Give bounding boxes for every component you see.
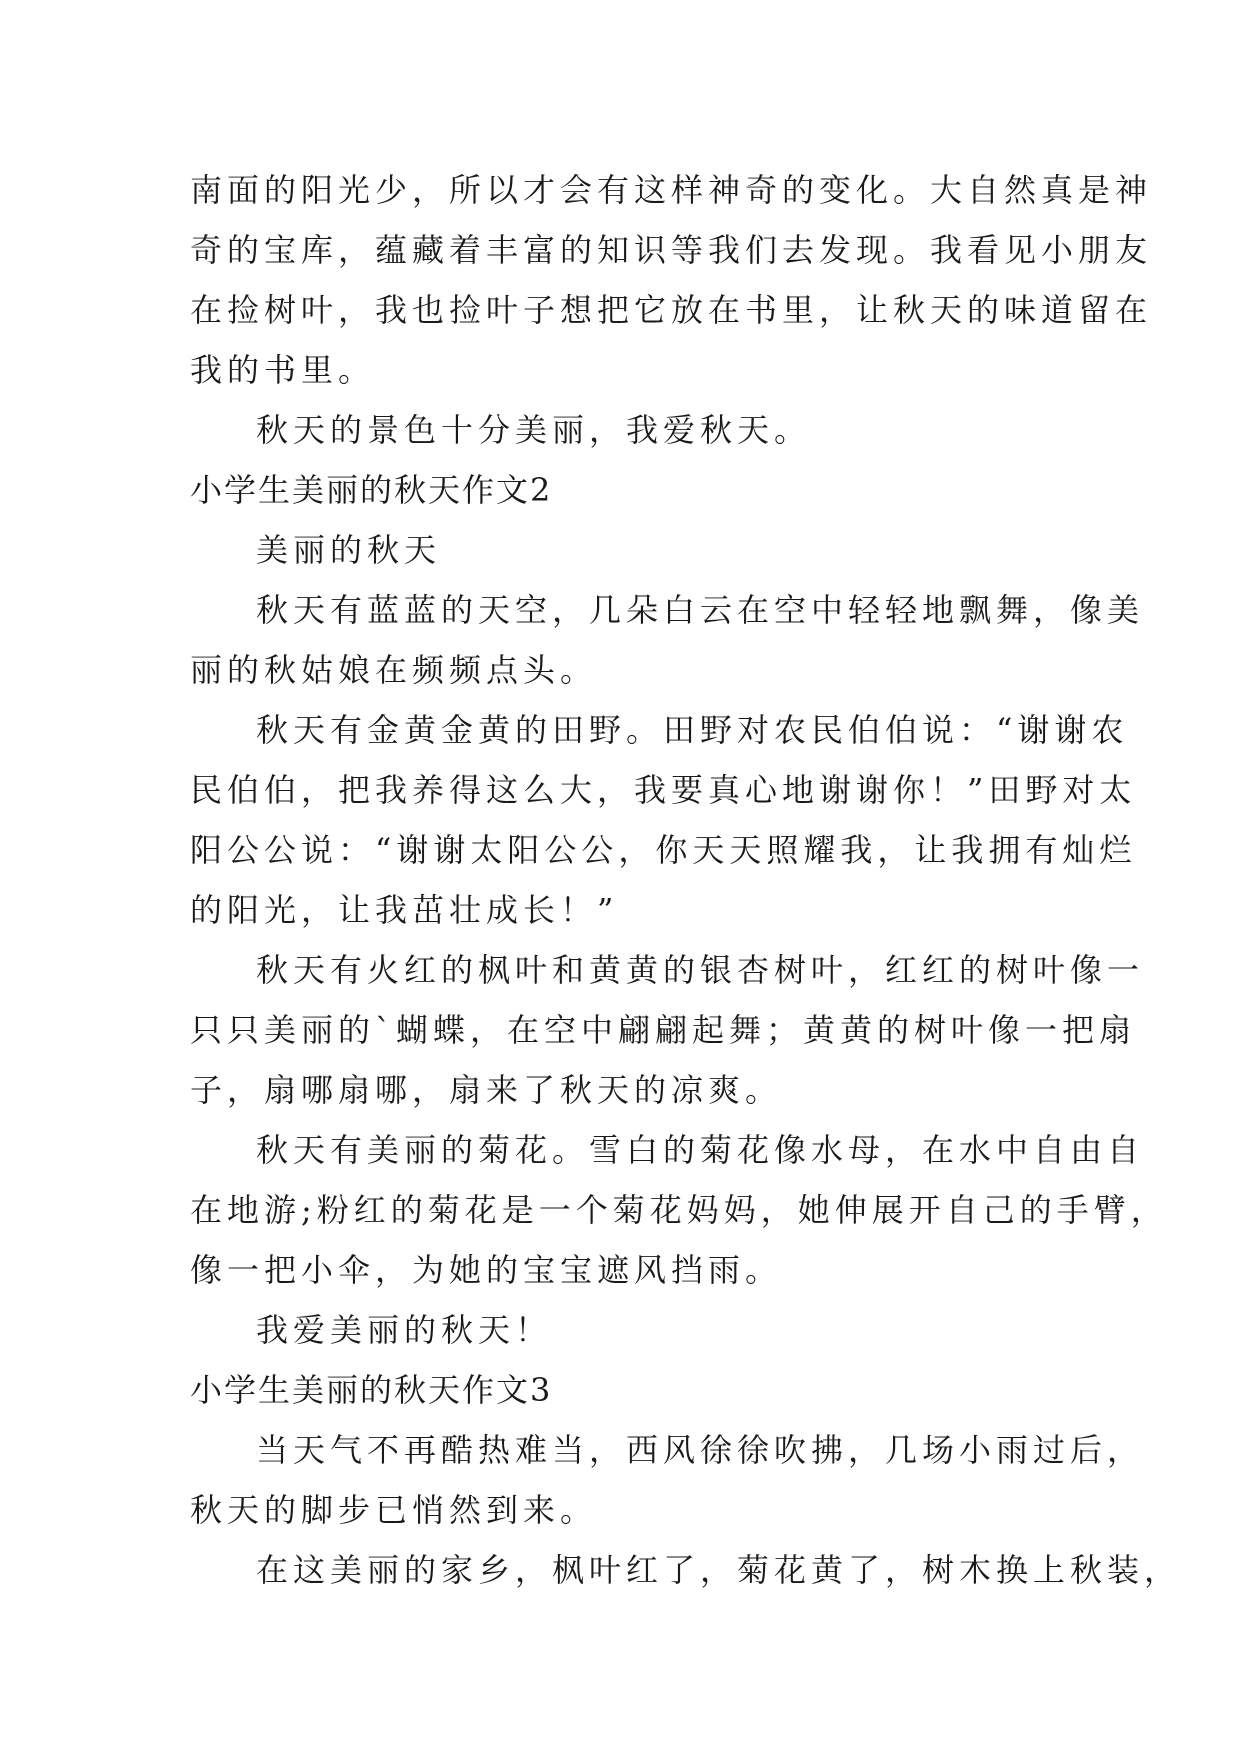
text-line: 像一把小伞，为她的宝宝遮风挡雨。	[190, 1251, 783, 1289]
text-line: 我爱美丽的秋天！	[256, 1311, 553, 1349]
text-line: 秋天有金黄金黄的田野。田野对农民伯伯说：“谢谢农	[256, 711, 1129, 749]
text-line: 秋天有蓝蓝的天空，几朵白云在空中轻轻地飘舞，像美	[256, 591, 1145, 629]
text-line: 子，扇哪扇哪，扇来了秋天的凉爽。	[190, 1071, 783, 1109]
section-heading: 小学生美丽的秋天作文2	[190, 471, 553, 509]
text-line: 在地游;粉红的菊花是一个菊花妈妈，她伸展开自己的手臂，	[190, 1191, 1168, 1229]
text-line: 只只美丽的`蝴蝶，在空中翩翩起舞；黄黄的树叶像一把扇	[190, 1011, 1137, 1049]
section-heading: 小学生美丽的秋天作文3	[190, 1371, 553, 1409]
text-line: 秋天有美丽的菊花。雪白的菊花像水母，在水中自由自	[256, 1131, 1145, 1169]
text-line: 奇的宝库，蕴藏着丰富的知识等我们去发现。我看见小朋友	[190, 231, 1153, 269]
text-line: 秋天的景色十分美丽，我爱秋天。	[256, 411, 812, 449]
text-line: 阳公公说：“谢谢太阳公公，你天天照耀我，让我拥有灿烂	[190, 831, 1137, 869]
text-line: 丽的秋姑娘在频频点头。	[190, 651, 598, 689]
text-line: 秋天有火红的枫叶和黄黄的银杏树叶，红红的树叶像一	[256, 951, 1145, 989]
text-line: 在这美丽的家乡，枫叶红了，菊花黄了，树木换上秋装，	[256, 1551, 1182, 1589]
text-line: 的阳光，让我茁壮成长！”	[190, 891, 619, 929]
text-line: 当天气不再酷热难当，西风徐徐吹拂，几场小雨过后，	[256, 1431, 1145, 1469]
text-line: 在捡树叶，我也捡叶子想把它放在书里，让秋天的味道留在	[190, 291, 1153, 329]
text-line: 秋天的脚步已悄然到来。	[190, 1491, 598, 1529]
document-body	[190, 160, 1182, 1600]
text-line: 我的书里。	[190, 351, 376, 389]
text-line: 美丽的秋天	[256, 531, 442, 569]
text-line: 南面的阳光少，所以才会有这样神奇的变化。大自然真是神	[190, 171, 1153, 209]
text-line: 民伯伯，把我养得这么大，我要真心地谢谢你！”田野对太	[190, 771, 1137, 809]
